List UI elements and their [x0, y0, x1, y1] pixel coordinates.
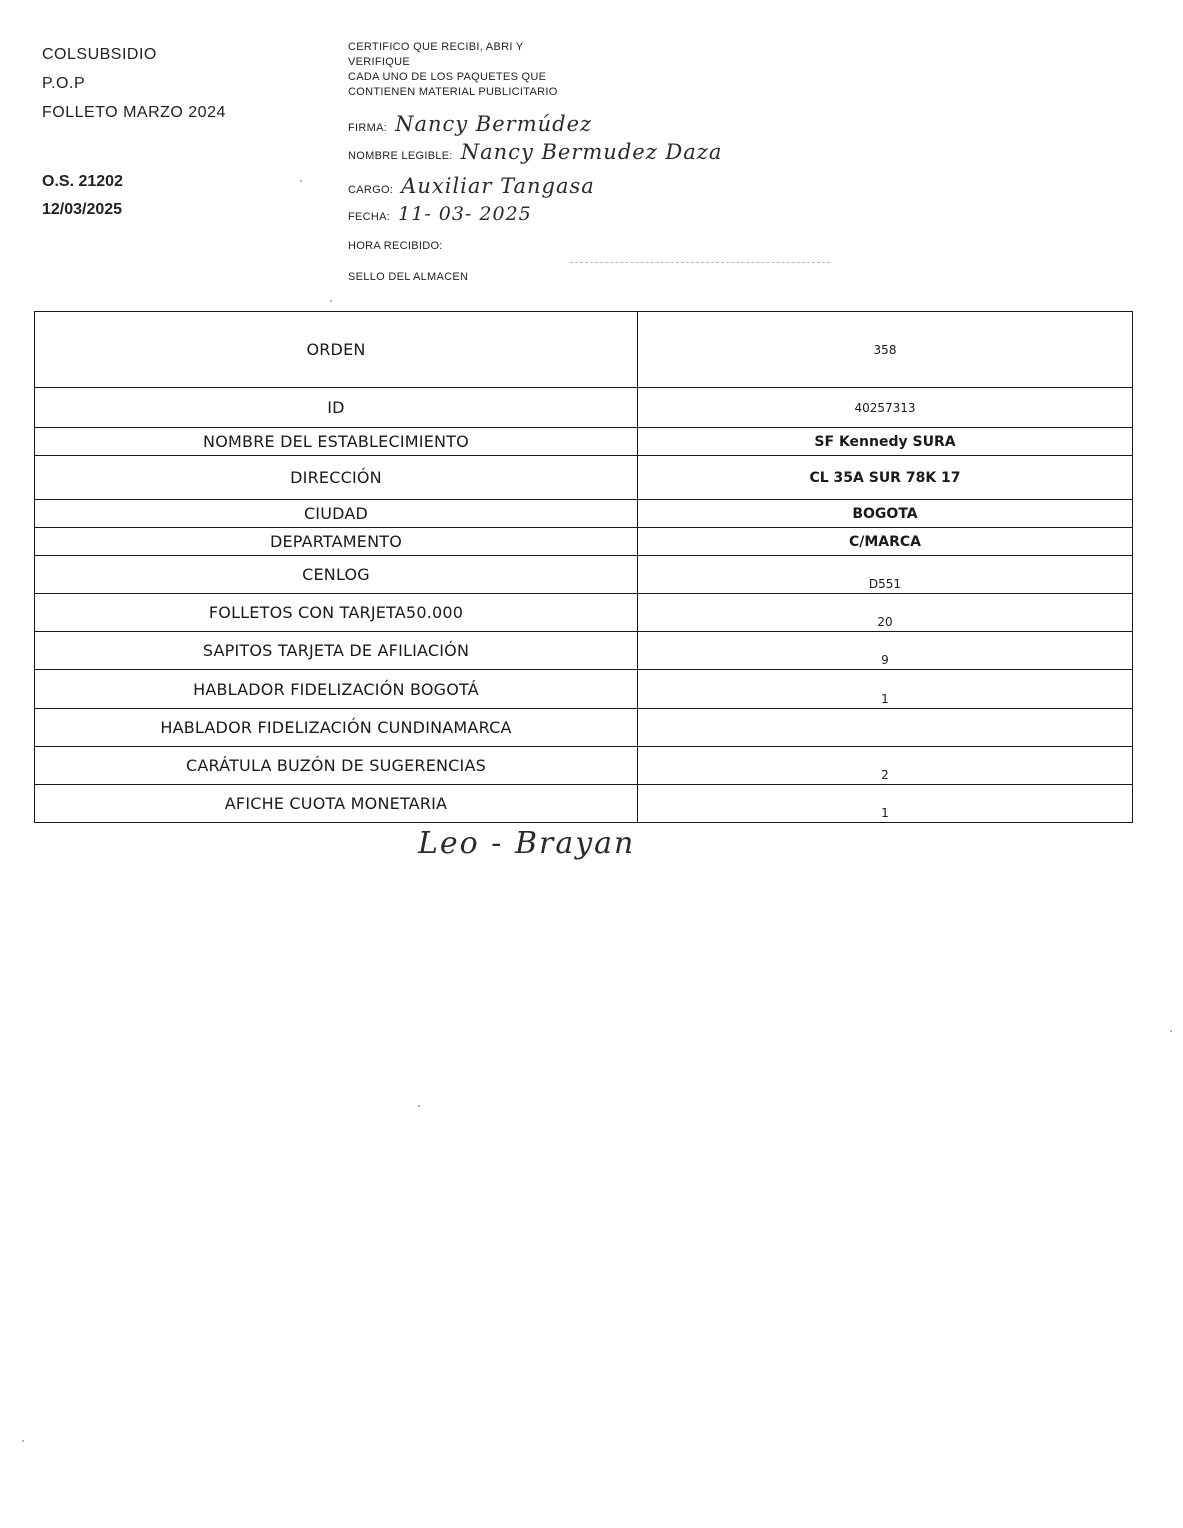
- firma-handwritten-value: Nancy Bermúdez: [395, 112, 593, 136]
- table-row: [35, 747, 1133, 785]
- sello-almacen-field: [348, 271, 468, 283]
- row-value: 9: [638, 632, 1133, 670]
- scan-speck: [330, 300, 332, 302]
- delivery-table: [34, 311, 1133, 823]
- cargo-field: [348, 174, 595, 198]
- row-label: HABLADOR FIDELIZACIÓN BOGOTÁ: [35, 670, 638, 709]
- scan-speck: [300, 180, 302, 182]
- company-name: COLSUBSIDIO: [42, 46, 157, 63]
- row-label: HABLADOR FIDELIZACIÓN CUNDINAMARCA: [35, 709, 638, 747]
- service-order-number: O.S. 21202: [42, 173, 123, 190]
- department-name: P.O.P: [42, 75, 86, 92]
- row-label: AFICHE CUOTA MONETARIA: [35, 785, 638, 823]
- certificate-statement: [348, 40, 648, 100]
- table-row: [35, 785, 1133, 823]
- row-value: 1: [638, 670, 1133, 709]
- row-value: 358: [638, 312, 1133, 388]
- table-row: [35, 556, 1133, 594]
- fecha-label: FECHA:: [348, 211, 391, 223]
- header-company-block: [42, 40, 226, 127]
- row-label: NOMBRE DEL ESTABLECIMIENTO: [35, 428, 638, 456]
- row-label: ID: [35, 388, 638, 428]
- row-label: CIUDAD: [35, 500, 638, 528]
- scan-speck: [418, 1105, 420, 1107]
- table-row: [35, 594, 1133, 632]
- row-label: DIRECCIÓN: [35, 456, 638, 500]
- cargo-handwritten-value: Auxiliar Tangasa: [401, 174, 595, 198]
- row-value: 1: [638, 785, 1133, 823]
- row-value: BOGOTA: [638, 500, 1133, 528]
- firma-label: FIRMA:: [348, 122, 388, 134]
- table-row: [35, 528, 1133, 556]
- certificate-line: CERTIFICO QUE RECIBI, ABRI Y: [348, 41, 524, 53]
- row-value: D551: [638, 556, 1133, 594]
- cargo-label: CARGO:: [348, 184, 394, 196]
- hora-recibido-label: HORA RECIBIDO:: [348, 240, 443, 252]
- row-value: [638, 709, 1133, 747]
- table-row: [35, 709, 1133, 747]
- row-label: DEPARTAMENTO: [35, 528, 638, 556]
- row-value: SF Kennedy SURA: [638, 428, 1133, 456]
- nombre-legible-handwritten-value: Nancy Bermudez Daza: [460, 140, 723, 164]
- service-order-block: [42, 168, 123, 224]
- row-value: 20: [638, 594, 1133, 632]
- scan-speck: [1170, 1030, 1172, 1032]
- sello-almacen-label: SELLO DEL ALMACEN: [348, 271, 469, 283]
- service-order-date: 12/03/2025: [42, 201, 123, 218]
- handwritten-signature: Leo - Brayan: [418, 826, 636, 861]
- table-row: [35, 428, 1133, 456]
- fecha-field: [348, 203, 532, 225]
- row-value: 40257313: [638, 388, 1133, 428]
- row-label: ORDEN: [35, 312, 638, 388]
- row-label: CENLOG: [35, 556, 638, 594]
- row-value: 2: [638, 747, 1133, 785]
- certificate-line: CONTIENEN MATERIAL PUBLICITARIO: [348, 86, 558, 98]
- table-row: [35, 456, 1133, 500]
- nombre-legible-field: [348, 140, 722, 164]
- table-row: [35, 312, 1133, 388]
- stamp-line: [570, 262, 830, 263]
- nombre-legible-label: NOMBRE LEGIBLE:: [348, 150, 453, 162]
- row-value: C/MARCA: [638, 528, 1133, 556]
- table-row: [35, 388, 1133, 428]
- row-label: CARÁTULA BUZÓN DE SUGERENCIAS: [35, 747, 638, 785]
- row-label: FOLLETOS CON TARJETA50.000: [35, 594, 638, 632]
- certificate-line: VERIFIQUE: [348, 56, 410, 68]
- table-row: [35, 632, 1133, 670]
- row-label: SAPITOS TARJETA DE AFILIACIÓN: [35, 632, 638, 670]
- campaign-name: FOLLETO MARZO 2024: [42, 104, 226, 121]
- certificate-line: CADA UNO DE LOS PAQUETES QUE: [348, 71, 547, 83]
- scan-speck: [22, 1440, 24, 1442]
- row-value: CL 35A SUR 78K 17: [638, 456, 1133, 500]
- table-row: [35, 500, 1133, 528]
- hora-recibido-field: [348, 240, 443, 252]
- table-row: [35, 670, 1133, 709]
- firma-field: [348, 112, 592, 136]
- fecha-handwritten-value: 11- 03- 2025: [398, 203, 532, 225]
